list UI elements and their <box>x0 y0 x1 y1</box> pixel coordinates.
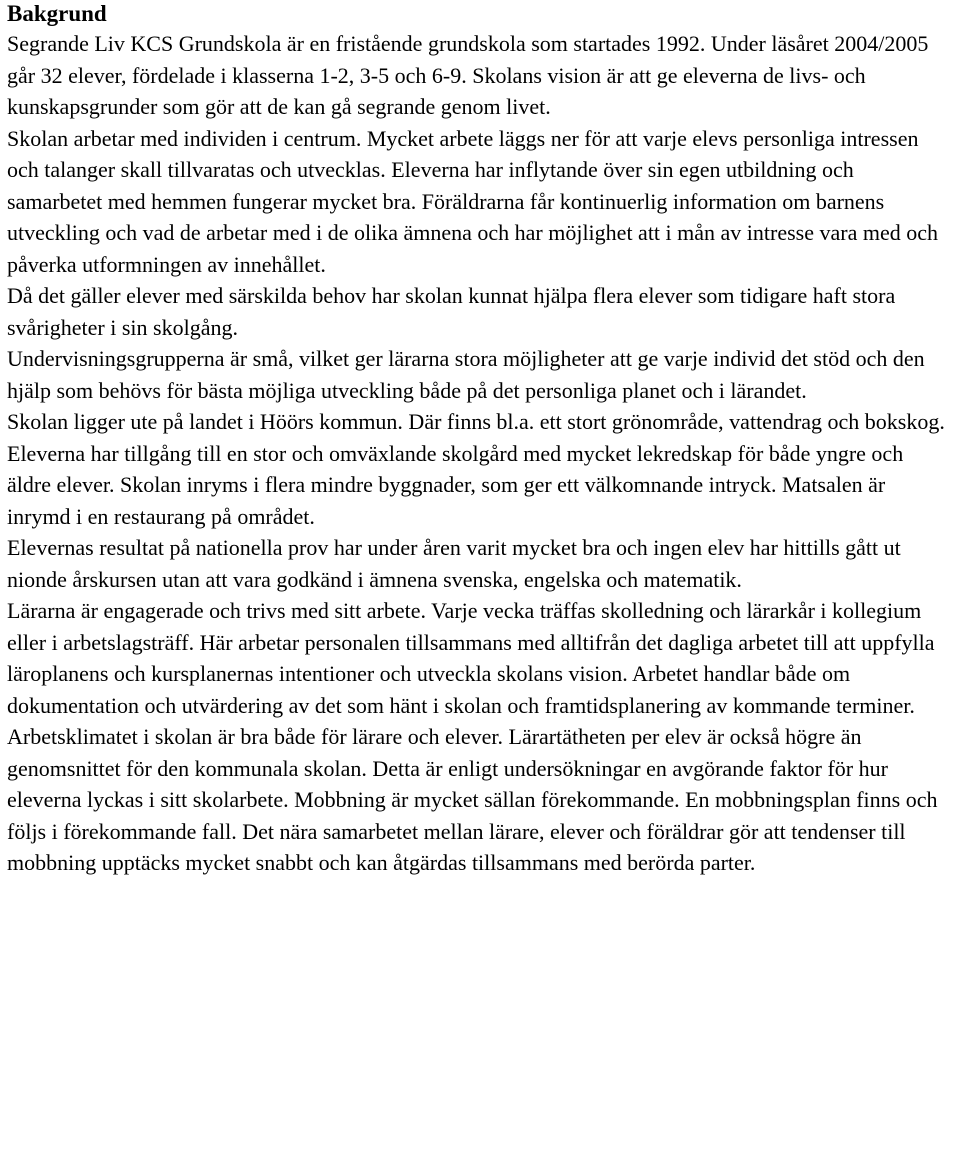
paragraph-special-needs: Då det gäller elever med särskilda behov har skolan kunnat hjälpa flera elever som tidigare haft stora svårigheter i sin skolgång. <box>7 283 896 340</box>
paragraph-small-groups: Undervisningsgrupperna är små, vilket ger lärarna stora möjligheter att ge varje individ det stöd och den hjälp som behövs för bästa möjliga utveckling både på det personliga planet och i lärandet. <box>7 346 925 403</box>
paragraph-individual-focus: Skolan arbetar med individen i centrum. Mycket arbete läggs ner för att varje elevs personliga intressen och talanger skall tillvaratas och utvecklas. Eleverna har inflytande över sin egen utbildning och samarbetet med hemmen fungerar mycket bra. Föräldrarna får kontinuerlig information om barnens utveckling och vad de arbetar med i de olika ämnena och har möjlighet att i mån av intresse vara med och påverka utformningen av innehållet. <box>7 125 938 277</box>
paragraph-school-intro: Segrande Liv KCS Grundskola är en fristående grundskola som startades 1992. Under läsåret 2004/2005 går 32 elever, fördelade i klasserna 1-2, 3-5 och 6-9. Skolans vision är att ge eleverna de livs- och kunskapsgrunder som gör att de kan gå segrande genom livet. <box>7 31 929 119</box>
section-heading: Bakgrund <box>7 1 107 26</box>
paragraph-teachers: Lärarna är engagerade och trivs med sitt arbete. Varje vecka träffas skolledning och lärarkår i kollegium eller i arbetslagsträff. Här arbetar personalen tillsammans med alltifrån det dagliga arbetet till att uppfylla läroplanens och kursplanernas intentioner och utveckla skolans vision. Arbetet handlar både om dokumentation och utvärdering av det som hänt i skolan och framtidsplanering av kommande terminer. Arbetsklimatet i skolan är bra både för lärare och elever. Lärartätheten per elev är också högre än genomsnittet för den kommunala skolan. Detta är enligt undersökningar en avgörande faktor för hur eleverna lyckas i sitt skolarbete. Mobbning är mycket sällan förekommande. En mobbningsplan finns och följs i förekommande fall. Det nära samarbetet mellan lärare, elever och föräldrar gör att tendenser till mobbning upptäcks mycket snabbt och kan åtgärdas tillsammans med berörda parter. <box>7 598 938 875</box>
paragraph-results: Elevernas resultat på nationella prov har under åren varit mycket bra och ingen elev har hittills gått ut nionde årskursen utan att vara godkänd i ämnena svenska, engelska och matematik. <box>7 535 901 592</box>
paragraph-location: Skolan ligger ute på landet i Höörs kommun. Där finns bl.a. ett stort grönområde, vattendrag och bokskog. Eleverna har tillgång till en stor och omväxlande skolgård med mycket lekredskap för både yngre och äldre elever. Skolan inryms i flera mindre byggnader, som ger ett välkomnande intryck. Matsalen är inrymd i en restaurang på området. <box>7 409 945 529</box>
document-page <box>7 0 952 879</box>
